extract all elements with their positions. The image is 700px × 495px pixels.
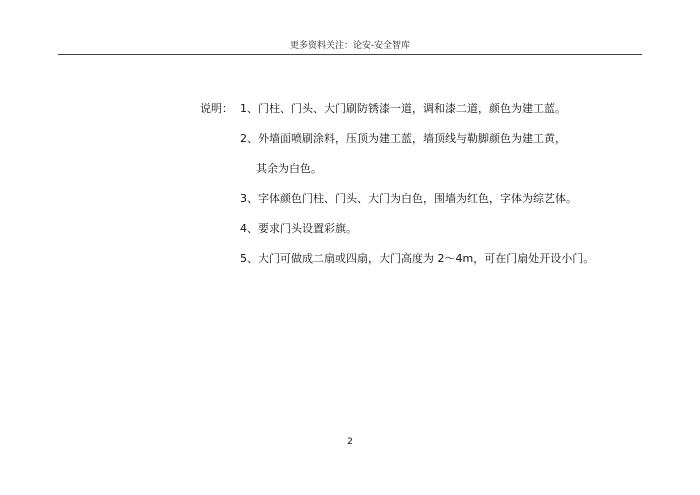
note-item-4: 4、要求门头设置彩旗。 bbox=[240, 222, 357, 235]
page-number: 2 bbox=[347, 437, 353, 447]
note-item-5: 5、大门可做成二扇或四扇，大门高度为 2～4m，可在门扇处开设小门。 bbox=[240, 252, 595, 265]
page-header: 更多资料关注：论安-安全智库 bbox=[289, 41, 411, 51]
header-divider bbox=[58, 54, 642, 55]
note-item-2: 2、外墙面喷刷涂料，压顶为建工蓝，墙顶线与勒脚颜色为建工黄， bbox=[240, 132, 566, 145]
note-item-3: 3、字体颜色门柱、门头、大门为白色，围墙为红色，字体为综艺体。 bbox=[240, 192, 577, 205]
note-item-2-continued: 其余为白色。 bbox=[256, 162, 322, 175]
note-item-1: 1、门柱、门头、大门刷防锈漆一道，调和漆二道，颜色为建工蓝。 bbox=[240, 102, 566, 115]
notes-label: 说明： bbox=[200, 102, 233, 115]
